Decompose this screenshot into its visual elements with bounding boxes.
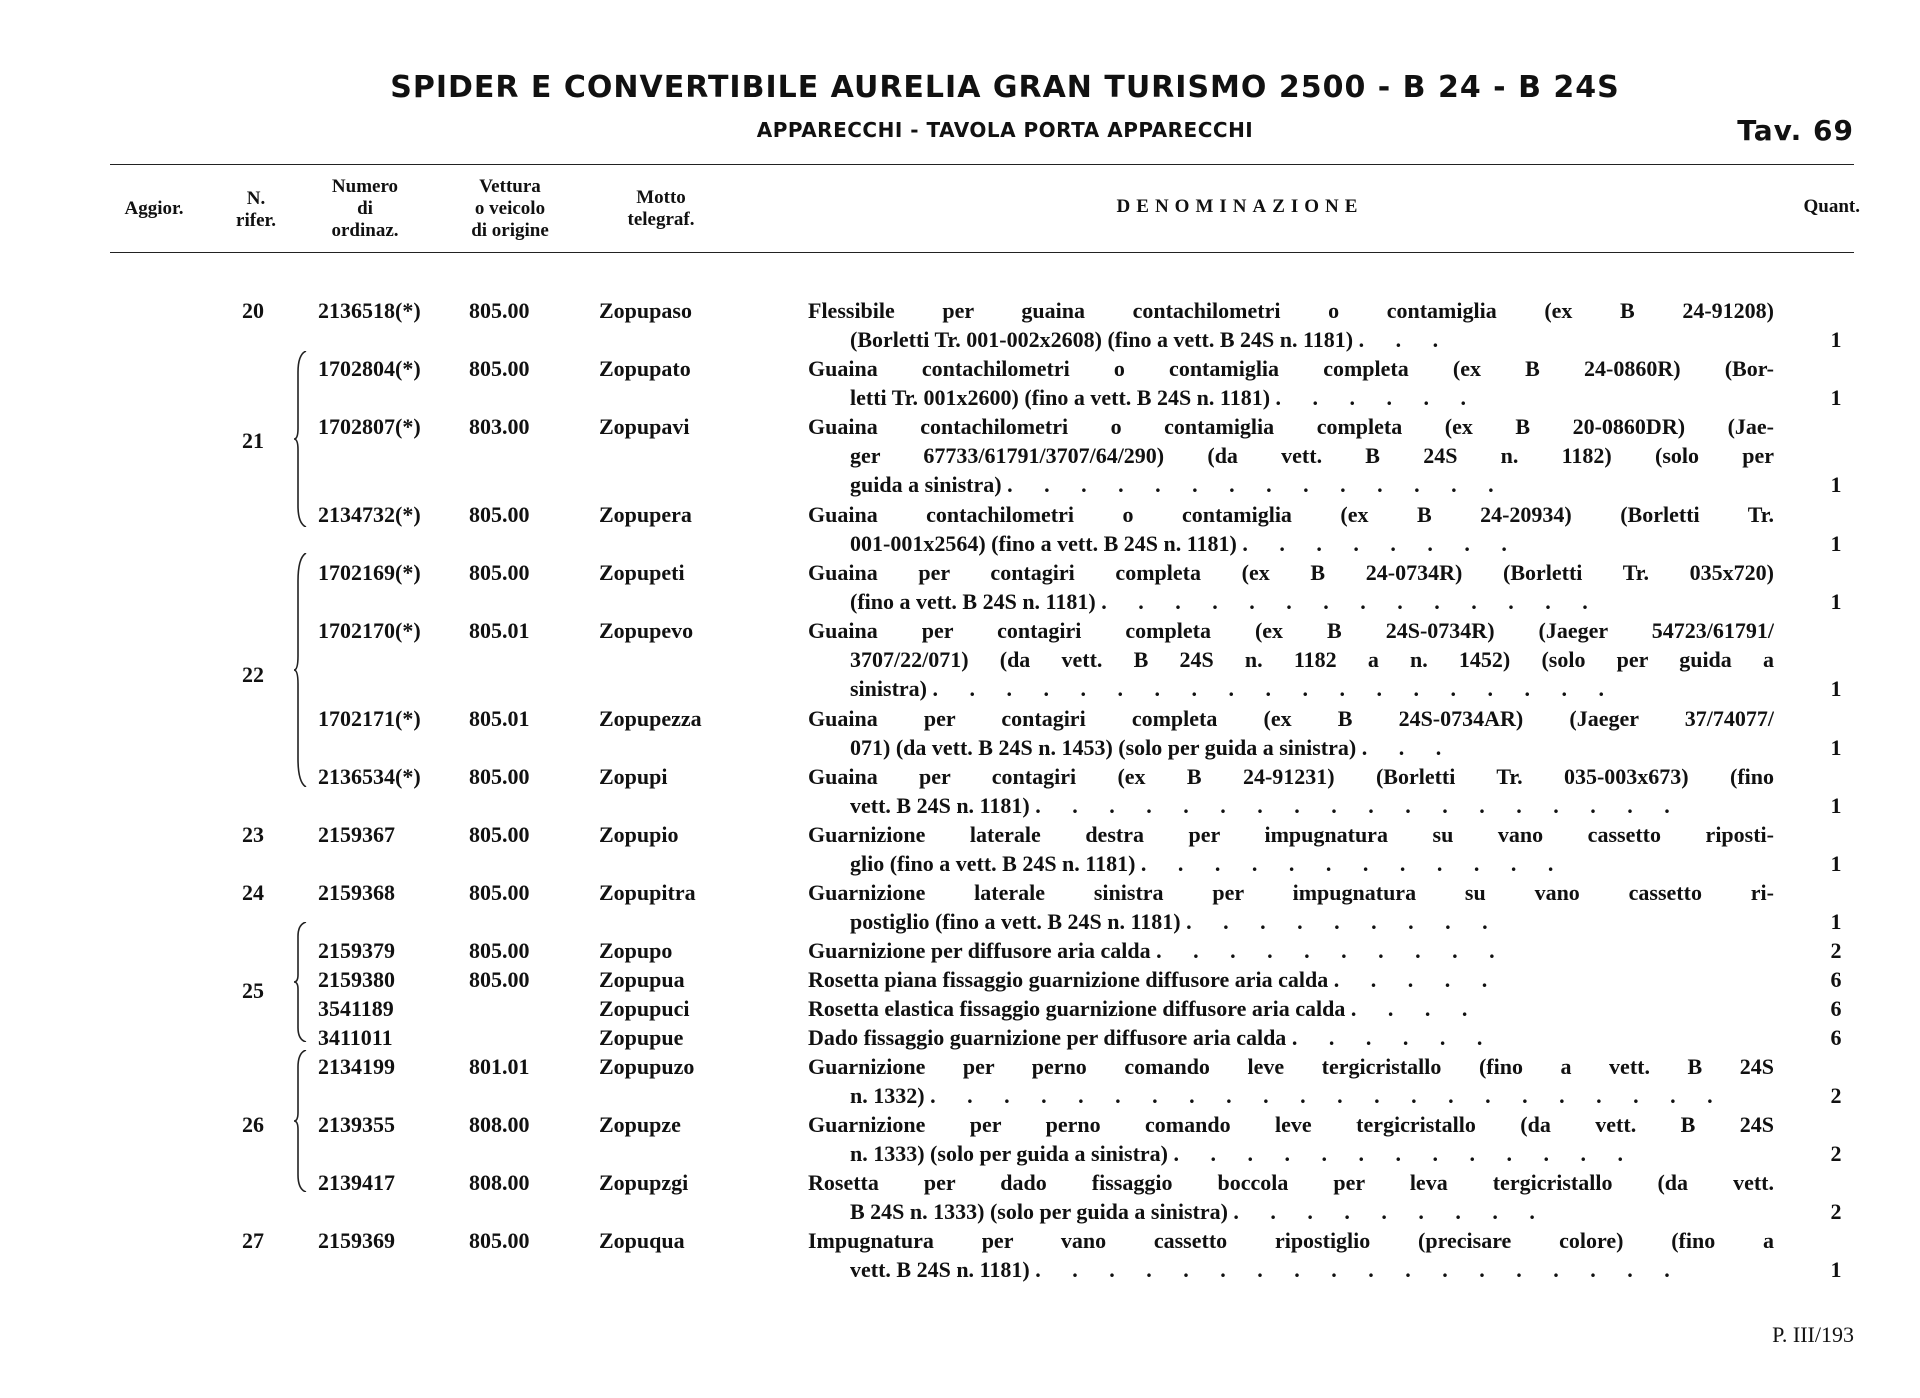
vehicle-origin: 805.00: [469, 938, 530, 963]
description-line: Guarnizione per diffusore aria calda . . . . . . . . . .: [808, 938, 1508, 963]
leader-dots: . . .: [1358, 327, 1452, 352]
part-description: [808, 878, 1774, 936]
leader-dots: . . . . . . . . .: [1233, 1199, 1548, 1224]
quantity: 2: [1830, 1199, 1842, 1224]
vehicle-origin: 805.00: [469, 298, 530, 323]
quantity: 1: [1830, 735, 1842, 760]
telegraph-code: Zopupue: [599, 1025, 684, 1050]
order-number: 1702807(*): [318, 414, 421, 439]
part-description: [808, 994, 1774, 1023]
page-subtitle: APPARECCHI - TAVOLA PORTA APPARECCHI: [756, 118, 1254, 142]
ref-number: 22: [242, 662, 264, 687]
telegraph-code: Zopupzgi: [599, 1170, 689, 1195]
order-number: 1702804(*): [318, 356, 421, 381]
col-denominazione: DENOMINAZIONE: [1116, 196, 1364, 217]
part-description: [808, 412, 1774, 499]
part-description: [808, 762, 1774, 820]
quantity: 6: [1830, 1025, 1842, 1050]
part-description: [808, 354, 1774, 412]
ref-number: 25: [242, 978, 264, 1003]
telegraph-code: Zopupo: [599, 938, 673, 963]
leader-dots: . . . . . . . . . . . . . . . . . .: [1035, 793, 1683, 818]
quantity: 1: [1830, 793, 1842, 818]
leader-dots: . . . . . .: [1275, 385, 1480, 410]
vehicle-origin: 808.00: [469, 1112, 530, 1137]
part-description: [808, 965, 1774, 994]
quantity: 1: [1830, 327, 1842, 352]
part-description: [808, 616, 1774, 703]
plate-number: Tav. 69: [1737, 114, 1854, 147]
page-number: P. III/193: [1772, 1322, 1854, 1347]
order-number: 2134732(*): [318, 502, 421, 527]
leader-dots: . . . . . . . . . . . . . . . . . .: [1035, 1257, 1683, 1282]
order-number: 3411011: [318, 1025, 393, 1050]
description-line: Impugnatura per vano cassetto ripostiglio (precisare colore) (fino a: [808, 1228, 1774, 1253]
telegraph-code: Zopupio: [599, 822, 679, 847]
order-number: 1702171(*): [318, 706, 421, 731]
description-line: Rosetta piana fissaggio guarnizione diffusore aria calda . . . . .: [808, 967, 1501, 992]
description-line: Dado fissaggio guarnizione per diffusore aria calda . . . . . .: [808, 1025, 1496, 1050]
leader-dots: . . . . . . . . . . . . . .: [1007, 472, 1507, 497]
vehicle-origin: 803.00: [469, 414, 530, 439]
col-vettura: Vettura o veicolo di origine: [471, 176, 549, 241]
vehicle-origin: 805.01: [469, 618, 530, 643]
description-line: Guarnizione per perno comando leve tergicristallo (da vett. B 24S: [808, 1112, 1774, 1137]
description-line: postiglio (fino a vett. B 24S n. 1181) . . . . . . . . .: [850, 909, 1501, 934]
description-line: Guaina contachilometri o contamiglia completa (ex B 24-0860R) (Bor-: [808, 356, 1774, 381]
description-line: Guaina per contagiri completa (ex B 24-0734R) (Borletti Tr. 035x720): [808, 560, 1774, 585]
col-aggior: Aggior.: [124, 198, 184, 219]
order-number: 2159368: [318, 880, 395, 905]
description-line: guida a sinistra) . . . . . . . . . . . . . .: [850, 472, 1507, 497]
description-line: Rosetta elastica fissaggio guarnizione diffusore aria calda . . . .: [808, 996, 1481, 1021]
order-number: 2159379: [318, 938, 395, 963]
vehicle-origin: 805.00: [469, 502, 530, 527]
description-line: Rosetta per dado fissaggio boccola per leva tergicristallo (da vett.: [808, 1170, 1774, 1195]
telegraph-code: Zopupua: [599, 967, 685, 992]
part-description: [808, 500, 1774, 558]
col-quant: Quant.: [1803, 196, 1860, 217]
quantity: 1: [1830, 909, 1842, 934]
description-line: 3707/22/071) (da vett. B 24S n. 1182 a n. 1452) (solo per guida a: [850, 647, 1774, 672]
vehicle-origin: 805.01: [469, 706, 530, 731]
quantity: 2: [1830, 938, 1842, 963]
description-line: glio (fino a vett. B 24S n. 1181) . . . . . . . . . . . .: [850, 851, 1567, 876]
group-brace-26: [294, 1050, 308, 1192]
group-brace-21: [294, 351, 308, 527]
part-description: [808, 1226, 1774, 1284]
part-description: [808, 820, 1774, 878]
quantity: 1: [1830, 472, 1842, 497]
col-numero: Numero di ordinaz.: [331, 176, 399, 241]
part-description: [808, 296, 1774, 354]
order-number: 1702170(*): [318, 618, 421, 643]
description-line: Guaina contachilometri o contamiglia completa (ex B 20-0860DR) (Jae-: [808, 414, 1774, 439]
description-line: Guaina per contagiri completa (ex B 24S-0734R) (Jaeger 54723/61791/: [808, 618, 1774, 643]
vehicle-origin: 805.00: [469, 560, 530, 585]
part-description: [808, 1023, 1774, 1052]
ref-number: 27: [242, 1228, 264, 1253]
quantity: 1: [1830, 1257, 1842, 1282]
leader-dots: . . . . .: [1333, 967, 1501, 992]
vehicle-origin: 805.00: [469, 1228, 530, 1253]
description-line: ger 67733/61791/3707/64/290) (da vett. B 24S n. 1182) (solo per: [850, 443, 1774, 468]
vehicle-origin: 805.00: [469, 764, 530, 789]
col-motto: Motto telegraf.: [627, 187, 695, 230]
order-number: 2159367: [318, 822, 395, 847]
part-description: [808, 1052, 1774, 1110]
leader-dots: . . . . . . . . . .: [1156, 938, 1508, 963]
quantity: 2: [1830, 1141, 1842, 1166]
vehicle-origin: 801.01: [469, 1054, 530, 1079]
telegraph-code: Zopupaso: [599, 298, 692, 323]
description-line: B 24S n. 1333) (solo per guida a sinistra) . . . . . . . . .: [850, 1199, 1548, 1224]
telegraph-code: Zopupato: [599, 356, 691, 381]
telegraph-code: Zopupitra: [599, 880, 696, 905]
col-n-rifer: N. rifer.: [236, 188, 276, 231]
telegraph-code: Zopupuzo: [599, 1054, 695, 1079]
part-description: [808, 1110, 1774, 1168]
header-bottom-rule: [110, 252, 1854, 253]
order-number: 2136518(*): [318, 298, 421, 323]
telegraph-code: Zopupeti: [599, 560, 685, 585]
description-line: Guarnizione laterale sinistra per impugnatura su vano cassetto ri-: [808, 880, 1774, 905]
leader-dots: . . .: [1361, 735, 1455, 760]
description-line: vett. B 24S n. 1181) . . . . . . . . . . . . . . . . . .: [850, 1257, 1683, 1282]
quantity: 1: [1830, 589, 1842, 614]
telegraph-code: Zopupze: [599, 1112, 681, 1137]
leader-dots: . . . . . . . . . . . . . . . . . . .: [932, 676, 1617, 701]
part-description: [808, 704, 1774, 762]
quantity: 6: [1830, 967, 1842, 992]
order-number: 2139355: [318, 1112, 395, 1137]
quantity: 2: [1830, 1083, 1842, 1108]
vehicle-origin: 805.00: [469, 880, 530, 905]
telegraph-code: Zopupezza: [599, 706, 702, 731]
page-title: SPIDER E CONVERTIBILE AURELIA GRAN TURISMO 2500 - B 24 - B 24S: [390, 70, 1620, 105]
description-line: Guaina per contagiri (ex B 24-91231) (Borletti Tr. 035-003x673) (fino: [808, 764, 1774, 789]
telegraph-code: Zopupi: [599, 764, 668, 789]
telegraph-code: Zopuqua: [599, 1228, 685, 1253]
quantity: 1: [1830, 676, 1842, 701]
description-line: letti Tr. 001x2600) (fino a vett. B 24S n. 1181) . . . . . .: [850, 385, 1480, 410]
description-line: sinistra) . . . . . . . . . . . . . . . . . . .: [850, 676, 1617, 701]
ref-number: 26: [242, 1112, 264, 1137]
order-number: 2159369: [318, 1228, 395, 1253]
part-description: [808, 558, 1774, 616]
vehicle-origin: 805.00: [469, 967, 530, 992]
order-number: 2159380: [318, 967, 395, 992]
ref-number: 20: [242, 298, 264, 323]
leader-dots: . . . . . . . .: [1242, 531, 1520, 556]
leader-dots: . . . . . . . . . . . .: [1140, 851, 1567, 876]
description-line: n. 1332) . . . . . . . . . . . . . . . . . . . . . .: [850, 1083, 1726, 1108]
description-line: n. 1333) (solo per guida a sinistra) . . . . . . . . . . . . .: [850, 1141, 1637, 1166]
part-description: [808, 936, 1774, 965]
vehicle-origin: 805.00: [469, 356, 530, 381]
description-line: Guaina per contagiri completa (ex B 24S-0734AR) (Jaeger 37/74077/: [808, 706, 1774, 731]
order-number: 2139417: [318, 1170, 395, 1195]
order-number: 3541189: [318, 996, 394, 1021]
order-number: 2134199: [318, 1054, 395, 1079]
order-number: 2136534(*): [318, 764, 421, 789]
description-line: (Borletti Tr. 001-002x2608) (fino a vett. B 24S n. 1181) . . .: [850, 327, 1452, 352]
header-top-rule: [110, 164, 1854, 165]
description-line: Guarnizione per perno comando leve tergicristallo (fino a vett. B 24S: [808, 1054, 1774, 1079]
ref-number: 23: [242, 822, 264, 847]
part-description: [808, 1168, 1774, 1226]
vehicle-origin: 808.00: [469, 1170, 530, 1195]
vehicle-origin: 805.00: [469, 822, 530, 847]
leader-dots: . . . . . .: [1291, 1025, 1496, 1050]
group-brace-25: [294, 922, 308, 1042]
description-line: 001-001x2564) (fino a vett. B 24S n. 1181) . . . . . . . .: [850, 531, 1520, 556]
group-brace-22: [294, 553, 308, 787]
leader-dots: . . . . . . . . . . . . . . . . . . . . . .: [930, 1083, 1726, 1108]
description-line: Guarnizione laterale destra per impugnatura su vano cassetto riposti-: [808, 822, 1774, 847]
leader-dots: . . . . . . . . . . . . .: [1173, 1141, 1637, 1166]
description-line: Guaina contachilometri o contamiglia (ex B 24-20934) (Borletti Tr.: [808, 502, 1774, 527]
leader-dots: . . . .: [1350, 996, 1481, 1021]
ref-number: 24: [242, 880, 264, 905]
quantity: 6: [1830, 996, 1842, 1021]
ref-number: 21: [242, 428, 264, 453]
leader-dots: . . . . . . . . . . . . . .: [1101, 589, 1601, 614]
description-line: Flessibile per guaina contachilometri o contamiglia (ex B 24-91208): [808, 298, 1774, 323]
quantity: 1: [1830, 531, 1842, 556]
description-line: vett. B 24S n. 1181) . . . . . . . . . . . . . . . . . .: [850, 793, 1683, 818]
description-line: 071) (da vett. B 24S n. 1453) (solo per guida a sinistra) . . .: [850, 735, 1455, 760]
description-line: (fino a vett. B 24S n. 1181) . . . . . . . . . . . . . .: [850, 589, 1601, 614]
quantity: 1: [1830, 385, 1842, 410]
telegraph-code: Zopupera: [599, 502, 692, 527]
telegraph-code: Zopupavi: [599, 414, 690, 439]
order-number: 1702169(*): [318, 560, 421, 585]
telegraph-code: Zopupuci: [599, 996, 690, 1021]
leader-dots: . . . . . . . . .: [1186, 909, 1501, 934]
telegraph-code: Zopupevo: [599, 618, 694, 643]
quantity: 1: [1830, 851, 1842, 876]
